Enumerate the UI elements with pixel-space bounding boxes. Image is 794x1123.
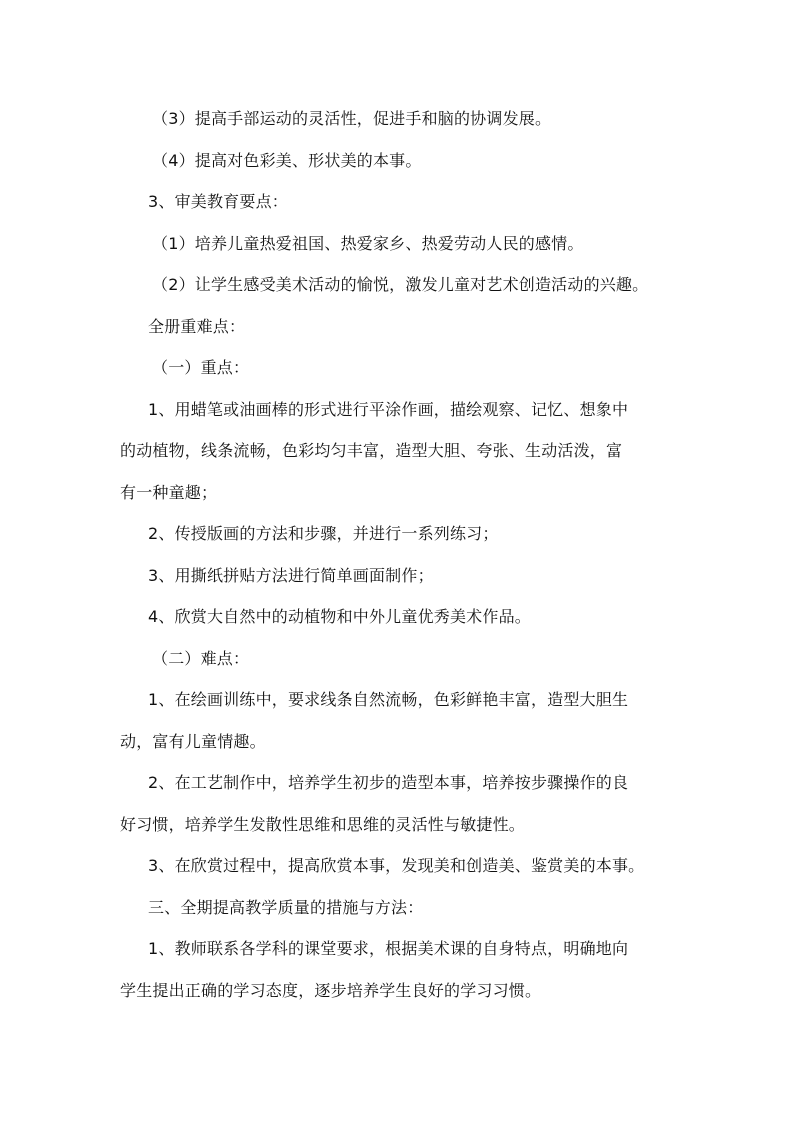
text-line: 2、在工艺制作中，培养学生初步的造型本事，培养按步骤操作的良 <box>148 773 629 792</box>
section-heading: 全册重难点： <box>148 317 246 336</box>
text-line: 3、在欣赏过程中，提高欣赏本事，发现美和创造美、鉴赏美的本事。 <box>148 856 645 875</box>
text-line: 动，富有儿童情趣。 <box>120 732 266 751</box>
text-line: 3、用撕纸拼贴方法进行简单画面制作； <box>148 566 434 585</box>
text-line: 1、在绘画训练中，要求线条自然流畅，色彩鲜艳丰富，造型大胆生 <box>148 690 629 709</box>
text-line: 学生提出正确的学习态度，逐步培养学生良好的学习习惯。 <box>120 981 542 1000</box>
text-line: 1、用蜡笔或油画棒的形式进行平涂作画，描绘观察、记忆、想象中 <box>148 400 629 419</box>
text-line: 有一种童趣； <box>120 483 218 502</box>
text-line: 4、欣赏大自然中的动植物和中外儿童优秀美术作品。 <box>148 607 531 626</box>
text-line: 1、教师联系各学科的课堂要求，根据美术课的自身特点，明确地向 <box>148 939 629 958</box>
subsection-heading: （二）难点： <box>152 649 250 668</box>
text-line: 好习惯，培养学生发散性思维和思维的灵活性与敏捷性。 <box>120 815 526 834</box>
text-line: （2）让学生感受美术活动的愉悦，激发儿童对艺术创造活动的兴趣。 <box>152 275 649 294</box>
subsection-heading: （一）重点： <box>152 358 250 377</box>
section-heading: 三、全期提高教学质量的措施与方法： <box>148 898 424 917</box>
text-line: 的动植物，线条流畅，色彩均匀丰富，造型大胆、夸张、生动活泼，富 <box>120 441 623 460</box>
section-heading: 3、审美教育要点： <box>148 192 288 211</box>
text-line: （1）培养儿童热爱祖国、热爱家乡、热爱劳动人民的感情。 <box>152 234 584 253</box>
text-line: （4）提高对色彩美、形状美的本事。 <box>152 151 422 170</box>
text-line: （3）提高手部运动的灵活性，促进手和脑的协调发展。 <box>152 109 552 128</box>
text-line: 2、传授版画的方法和步骤，并进行一系列练习； <box>148 524 499 543</box>
